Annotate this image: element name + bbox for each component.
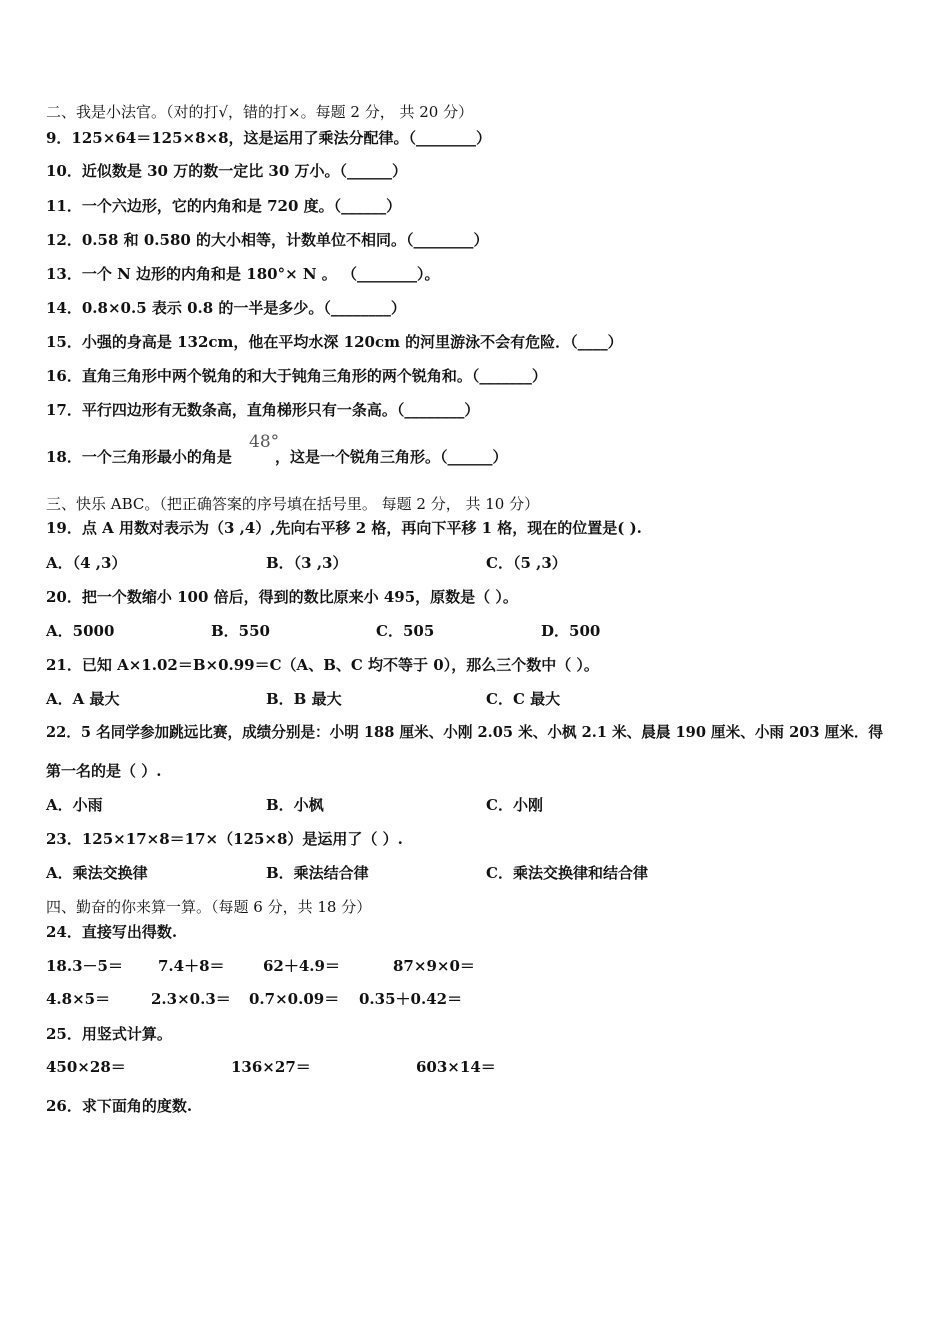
q22-option-c: C．小刚 <box>486 796 543 814</box>
q22-option-a: A．小雨 <box>46 796 103 814</box>
question-17: 17．平行四边形有无数条高，直角梯形只有一条高。（________） <box>46 401 480 419</box>
question-14: 14．0.8×0.5 表示 0.8 的一半是多少。（________） <box>46 299 406 317</box>
q24-calc-5: 4.8×5＝ <box>46 990 111 1008</box>
q19-option-a: A．（4 ,3） <box>46 554 127 572</box>
q20-option-d: D．500 <box>541 622 601 640</box>
question-11: 11．一个六边形，它的内角和是 720 度。（______） <box>46 197 402 215</box>
question-15: 15．小强的身高是 132cm，他在平均水深 120cm 的河里游泳不会有危险．（____） <box>46 333 623 351</box>
q20-option-b: B．550 <box>211 622 270 640</box>
q21-option-c: C．C 最大 <box>486 690 561 708</box>
question-24: 24．直接写出得数. <box>46 923 178 941</box>
q19-option-c: C．（5 ,3） <box>486 554 567 572</box>
q24-calc-4: 87×9×0＝ <box>393 957 475 975</box>
q25-calc-2: 136×27＝ <box>231 1058 311 1076</box>
q19-option-b: B．（3 ,3） <box>266 554 348 572</box>
question-22-line1: 22．5 名同学参加跳远比赛，成绩分别是：小明 188 厘米、小刚 2.05 米、小枫 2.1 米、晨晨 190 厘米、小雨 203 厘米．得 <box>46 724 884 741</box>
q24-calc-8: 0.35＋0.42＝ <box>359 990 463 1008</box>
question-26: 26．求下面角的度数. <box>46 1097 193 1115</box>
q25-calc-1: 450×28＝ <box>46 1058 126 1076</box>
q23-option-a: A．乘法交换律 <box>46 864 148 882</box>
question-10: 10．近似数是 30 万的数一定比 30 万小。（______） <box>46 162 408 180</box>
question-18-before: 18．一个三角形最小的角是 <box>46 448 232 466</box>
section2-heading: 二、我是小法官。（对的打√，错的打×。每题 2 分， 共 20 分） <box>46 103 474 121</box>
angle-48-label: 48° <box>249 432 280 452</box>
q24-calc-6: 2.3×0.3＝ <box>151 990 231 1008</box>
q21-option-b: B．B 最大 <box>266 690 342 708</box>
q20-option-c: C．505 <box>376 622 435 640</box>
section4-heading: 四、勤奋的你来算一算。（每题 6 分，共 18 分） <box>46 898 372 916</box>
question-13: 13．一个 N 边形的内角和是 180°× N 。 （________）。 <box>46 265 440 283</box>
question-12: 12．0.58 和 0.580 的大小相等，计数单位不相同。（________） <box>46 231 489 249</box>
question-9: 9．125×64＝125×8×8，这是运用了乘法分配律。（________） <box>46 129 492 147</box>
question-16: 16．直角三角形中两个锐角的和大于钝角三角形的两个锐角和。（_______） <box>46 367 547 385</box>
q22-option-b: B．小枫 <box>266 796 324 814</box>
question-18-after: ，这是一个锐角三角形。（______） <box>275 448 508 466</box>
q25-calc-3: 603×14＝ <box>416 1058 496 1076</box>
q24-calc-3: 62＋4.9＝ <box>263 957 340 975</box>
question-22-line2: 第一名的是（ ）. <box>46 762 162 780</box>
q23-option-b: B．乘法结合律 <box>266 864 369 882</box>
q21-option-a: A．A 最大 <box>46 690 120 708</box>
question-25: 25．用竖式计算。 <box>46 1025 172 1043</box>
q23-option-c: C．乘法交换律和结合律 <box>486 864 648 882</box>
question-19: 19．点 A 用数对表示为（3 ,4）,先向右平移 2 格，再向下平移 1 格，现在的位置是( ). <box>46 519 642 537</box>
section3-heading: 三、快乐 ABC。（把正确答案的序号填在括号里。 每题 2 分， 共 10 分） <box>46 495 540 513</box>
q24-calc-1: 18.3－5＝ <box>46 957 123 975</box>
q20-option-a: A．5000 <box>46 622 115 640</box>
question-21: 21．已知 A×1.02＝B×0.99＝C（A、B、C 均不等于 0），那么三个数中（ ）。 <box>46 656 599 674</box>
question-23: 23．125×17×8＝17×（125×8）是运用了（ ）. <box>46 830 403 848</box>
q24-calc-2: 7.4＋8＝ <box>158 957 225 975</box>
q24-calc-7: 0.7×0.09＝ <box>249 990 340 1008</box>
question-20: 20．把一个数缩小 100 倍后，得到的数比原来小 495，原数是（ ）。 <box>46 588 518 606</box>
